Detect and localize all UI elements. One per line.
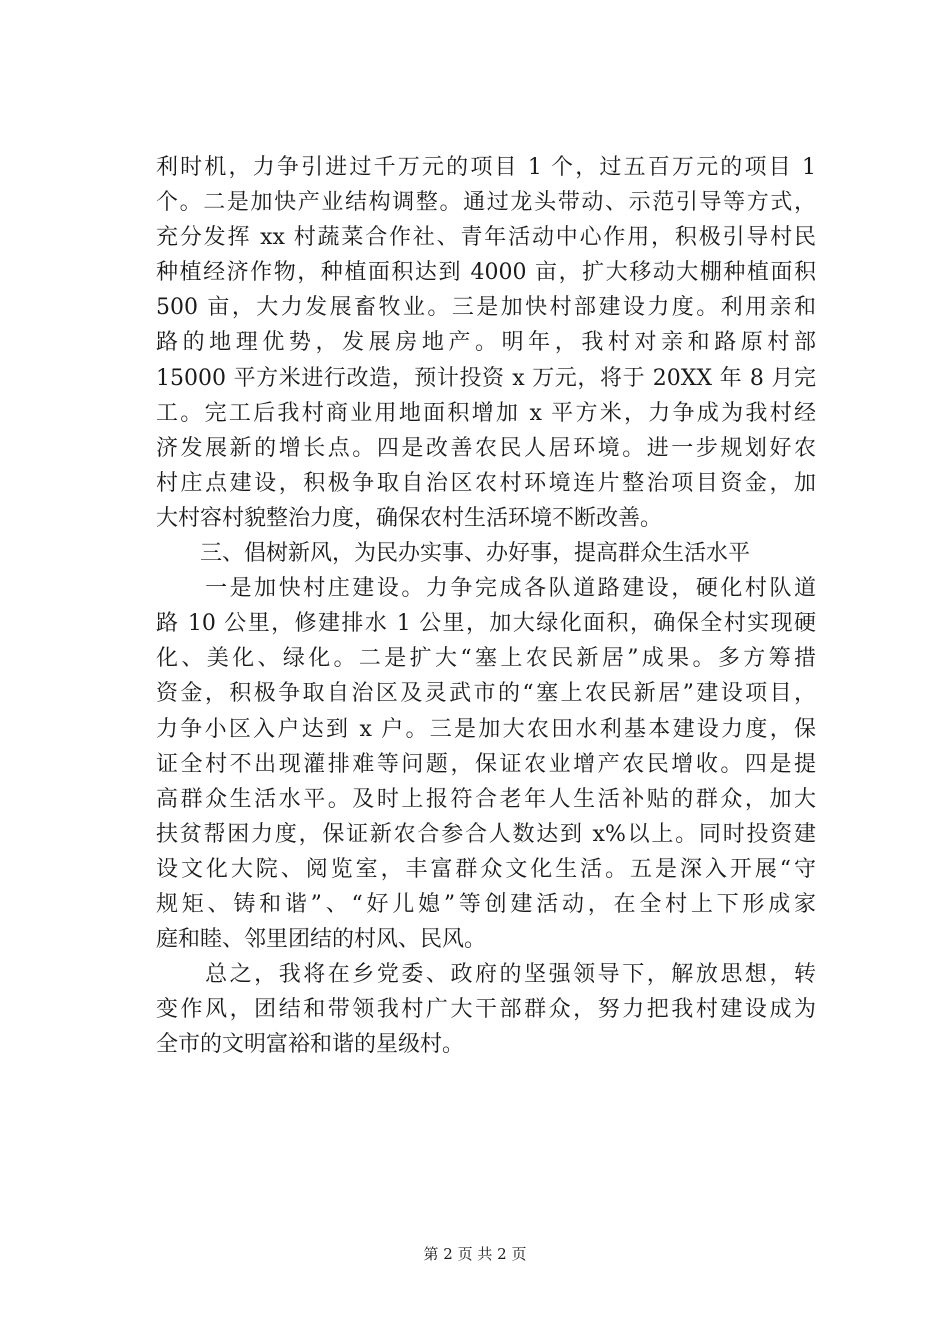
text-line: 变作风，团结和带领我村广大干部群众，努力把我村建设成为 [156, 997, 816, 1023]
text-line: 证全村不出现灌排难等问题，保证农业增产农民增收。四是提 [156, 751, 816, 777]
text-line: 全市的文明富裕和谐的星级村。 [156, 1032, 465, 1058]
text-line: 设文化大院、阅览室，丰富群众文化生活。五是深入开展“守 [156, 856, 816, 882]
text-line: 一是加快村庄建设。力争完成各队道路建设，硬化村队道 [156, 576, 816, 602]
text-line: 工。完工后我村商业用地面积增加 x 平方米，力争成为我村经 [156, 400, 816, 426]
text-line: 高群众生活水平。及时上报符合老年人生活补贴的群众，加大 [156, 786, 816, 812]
text-line: 500 亩，大力发展畜牧业。三是加快村部建设力度。利用亲和 [156, 295, 816, 321]
text-line: 化、美化、绿化。二是扩大“塞上农民新居”成果。多方筹措 [156, 646, 816, 672]
text-line: 种植经济作物，种植面积达到 4000 亩，扩大移动大棚种植面积 [156, 260, 816, 286]
text-line: 规矩、铸和谐”、“好儿媳”等创建活动，在全村上下形成家 [156, 891, 816, 917]
text-line: 庭和睦、邻里团结的村风、民风。 [156, 927, 487, 953]
text-line: 济发展新的增长点。四是改善农民人居环境。进一步规划好农 [156, 435, 816, 461]
text-line: 15000 平方米进行改造，预计投资 x 万元，将于 20XX 年 8 月完 [156, 365, 816, 391]
body-text [156, 150, 816, 1062]
page-number-footer: 第 2 页 共 2 页 [423, 1245, 527, 1263]
text-line: 村庄点建设，积极争取自治区农村环境连片整治项目资金，加 [156, 470, 816, 496]
section-heading: 三、倡树新风，为民办实事、办好事，提高群众生活水平 [156, 541, 751, 567]
text-line: 资金，积极争取自治区及灵武市的“塞上农民新居”建设项目， [156, 681, 816, 707]
text-line: 大村容村貌整治力度，确保农村生活环境不断改善。 [156, 505, 663, 531]
text-line: 力争小区入户达到 x 户。三是加大农田水利基本建设力度，保 [156, 716, 816, 742]
text-line: 利时机，力争引进过千万元的项目 1 个，过五百万元的项目 1 [156, 155, 816, 180]
text-line: 个。二是加快产业结构调整。通过龙头带动、示范引导等方式， [156, 190, 816, 216]
text-line: 充分发挥 xx 村蔬菜合作社、青年活动中心作用，积极引导村民 [156, 225, 816, 251]
text-line: 路 10 公里，修建排水 1 公里，加大绿化面积，确保全村实现硬 [156, 611, 816, 637]
text-line: 路的地理优势，发展房地产。明年，我村对亲和路原村部 [156, 330, 816, 356]
text-line: 扶贫帮困力度，保证新农合参合人数达到 x%以上。同时投资建 [156, 821, 816, 847]
text-line: 总之，我将在乡党委、政府的坚强领导下，解放思想，转 [156, 962, 816, 988]
